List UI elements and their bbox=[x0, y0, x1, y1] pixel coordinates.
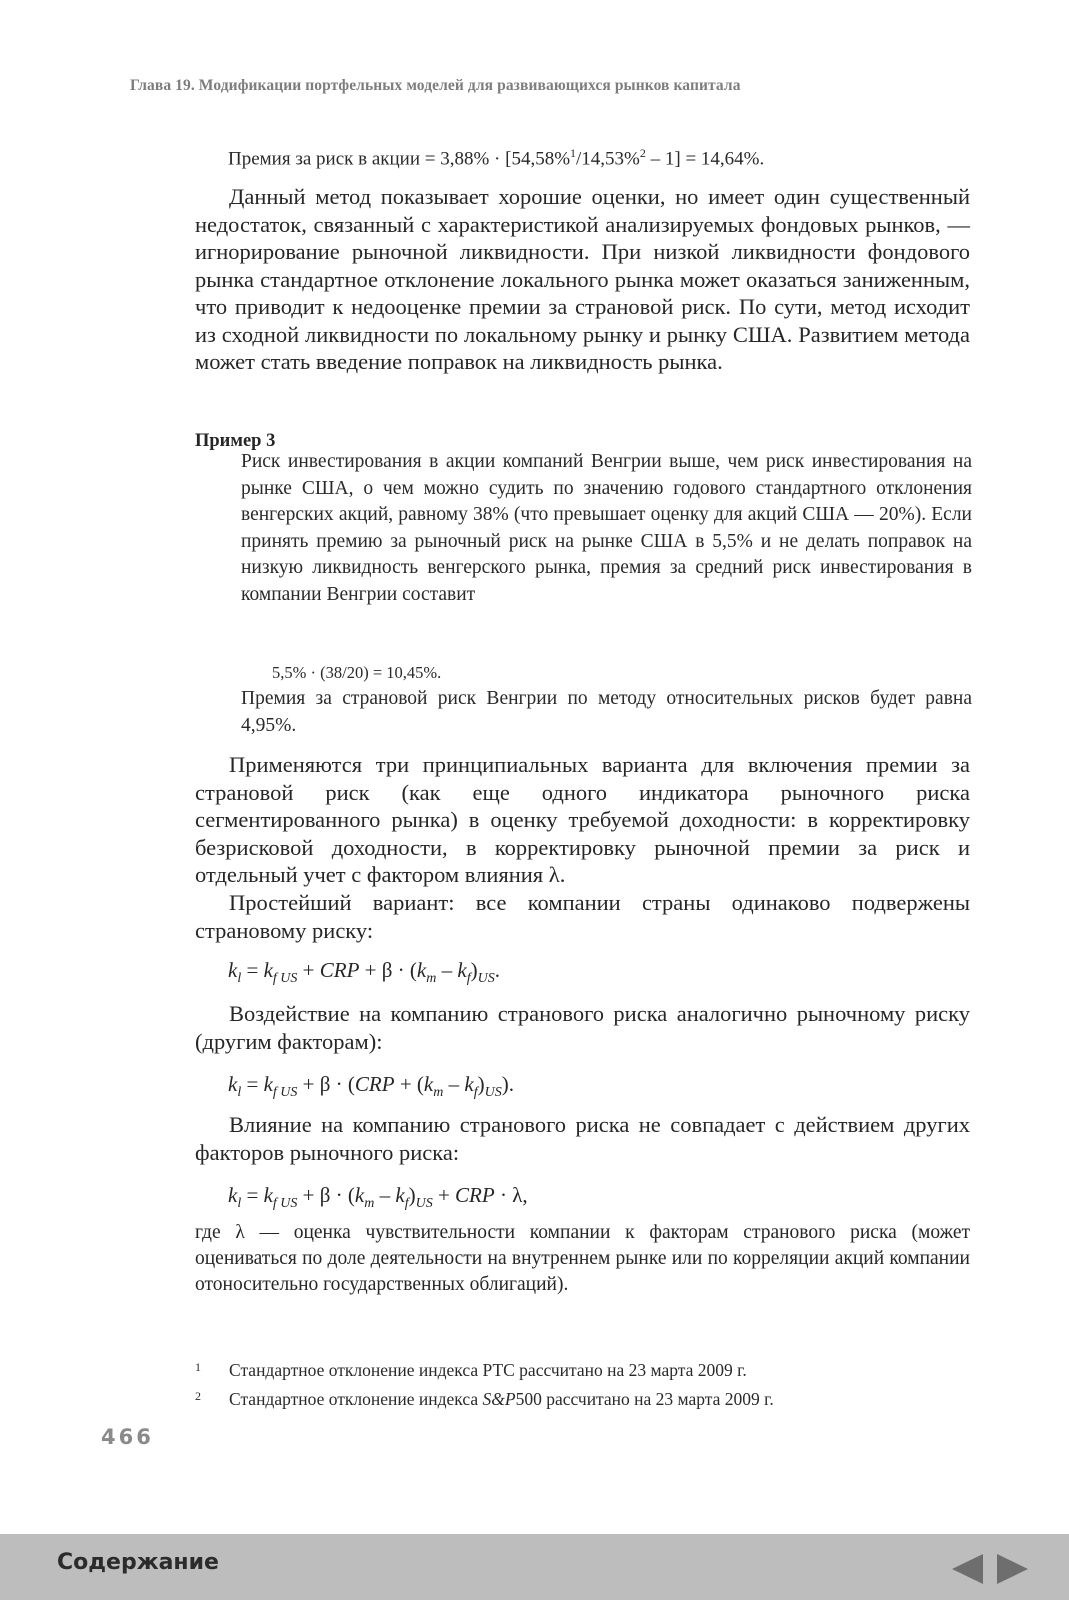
example-conclusion: Премия за страновой риск Венгрии по методу относительных рисков будет равна 4,95%. bbox=[241, 688, 972, 736]
equation-3: $k_l = k_{f US} + \beta \cdot (k_m - k_f)_{US}$ + CRP · λ, bbox=[228, 1183, 528, 1211]
equation-1: $k_l = k_{f US}$ + CRP + $\beta \cdot (k_m - k_f)_{US}$. bbox=[228, 958, 500, 986]
contents-link[interactable]: Содержание bbox=[57, 1550, 219, 1575]
running-head: Глава 19. Модификации портфельных моделей для развивающихся рынков капитала bbox=[130, 77, 741, 94]
page-number: 466 bbox=[101, 1425, 154, 1449]
paragraph-lambda-definition: где λ — оценка чувствительности компании к факторам странового риска (может оцениваться по доле деятельности на внутреннем рынке или по корреляции акций компании отоносительно государственных облигаций). bbox=[195, 1222, 970, 1295]
equity-premium-formula: Премия за риск в акции = 3,88% · [54,58%$^1$/14,53%$^2$ – 1] = 14,64%. bbox=[228, 146, 765, 170]
example-formula: 5,5% · (38/20) = 10,45%. bbox=[272, 663, 442, 682]
paragraph-three-variants: Применяются три принципиальных варианта для включения премии за страновой риск (как еще одного индикатора рыночного риска сегментированного рынка) в оценку требуемой доходности: в корректировку безрисковой доходности, в корректировку рыночной премии за риск и отдельный учет с фактором влияния λ. bbox=[195, 752, 970, 887]
paragraph-separate-factor: Влияние на компанию странового риска не совпадает с действием других факторов рыночного риска: bbox=[195, 1112, 970, 1165]
triangle-left-icon[interactable] bbox=[952, 1554, 983, 1584]
footnote-2: 2 Стандартное отклонение индекса S&P500 рассчитано на 23 марта 2009 г. bbox=[195, 1389, 774, 1409]
triangle-right-icon[interactable] bbox=[997, 1554, 1028, 1584]
paragraph-simplest-variant: Простейший вариант: все компании страны одинаково подвержены страновому риску: bbox=[195, 890, 970, 943]
example-text: Риск инвестирования в акции компаний Венгрии выше, чем риск инвестирования на рынке США, о чем можно судить по значению годового стандартного отклонения венгерских акций, равному 38% (что превышает оценку для акций США — 20%). Если принять премию за рыночный риск на рынке США в 5,5% и не делать поправок на низкую ликвидность венгерского рынка, премия за средний риск инвестирования в компании Венгрии составит bbox=[241, 451, 972, 605]
paragraph-market-analogy: Воздействие на компанию странового риска аналогично рыночному риску (другим факторам): bbox=[195, 1001, 970, 1054]
example-heading: Пример 3 bbox=[195, 431, 276, 451]
footnote-1: 1 Стандартное отклонение индекса РТС рассчитано на 23 марта 2009 г. bbox=[195, 1360, 747, 1380]
paragraph-method-critique: Данный метод показывает хорошие оценки, но имеет один существенный недостаток, связанный с характеристикой анализируемых фондовых рынков, — игнорирование рыночной ликвидности. При низкой ликвидности фондового рынка стандартное отклонение локального рынка может оказаться заниженным, что приводит к недооценке премии за страновой риск. По сути, метод исходит из сходной ликвидности по локальному рынку и рынку США. Развитием метода может стать введение поправок на ликвидность рынка. bbox=[195, 184, 970, 374]
bottom-navigation-bar bbox=[0, 1534, 1069, 1600]
equation-2: $k_l = k_{f US} + \beta \cdot (CRP + (k_m - k_f)_{US})$. bbox=[228, 1072, 514, 1100]
